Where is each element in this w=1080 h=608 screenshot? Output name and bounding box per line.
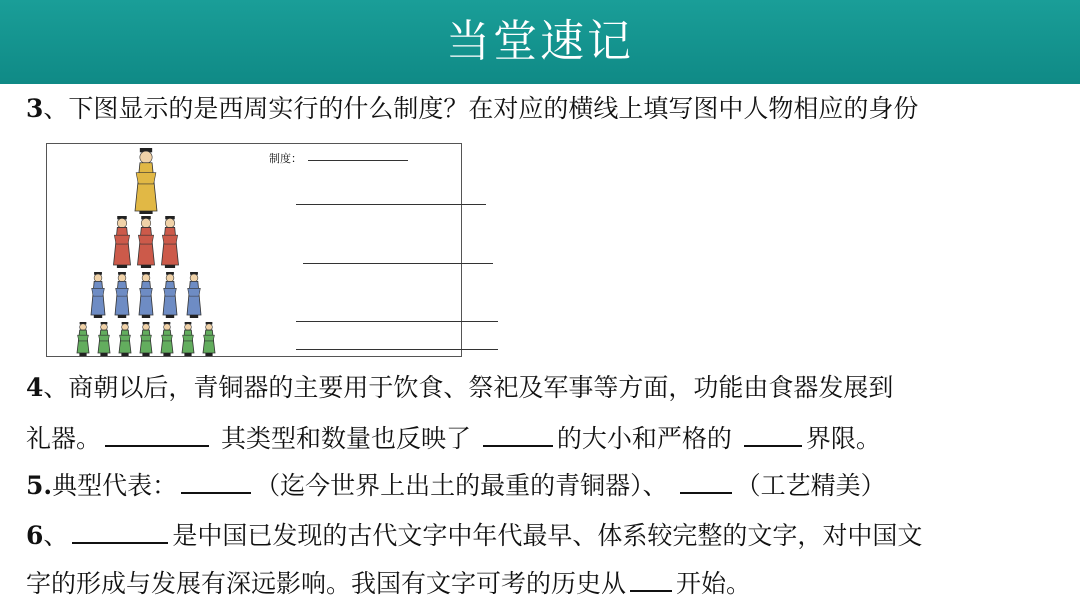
- slide-title: 当堂速记: [446, 16, 634, 67]
- blank-4b[interactable]: [483, 421, 553, 447]
- title-banner: [0, 0, 1080, 84]
- rank-4-answer-line[interactable]: [296, 349, 498, 350]
- question-4-line-2: [26, 421, 881, 456]
- pyramid-illustration: [47, 144, 244, 356]
- scholar-figure: [77, 322, 89, 356]
- noble-figure: [138, 216, 155, 268]
- system-label: 制度：: [269, 152, 302, 165]
- noble-figure: [162, 216, 179, 268]
- question-4-text-1: 、商朝以后，青铜器的主要用于饮食、祭祀及军事等方面，功能由食器发展到: [43, 373, 894, 402]
- rank-2-answer-line[interactable]: [303, 263, 493, 264]
- question-3: [26, 92, 918, 126]
- question-4-text-2c: 的大小和严格的: [556, 424, 740, 453]
- question-6-text-1a: 、: [43, 521, 69, 550]
- question-5-text-a: 典型代表：: [52, 471, 178, 500]
- question-5-text-c: （工艺精美）: [735, 471, 886, 500]
- blank-6a[interactable]: [72, 518, 168, 544]
- rank-1-answer-line[interactable]: [296, 204, 486, 205]
- question-6-line-1: [26, 518, 922, 553]
- question-6-text-2b: 开始。: [676, 569, 752, 598]
- question-4-line-1: [26, 371, 893, 405]
- feudal-hierarchy-figure: [46, 143, 463, 357]
- hierarchy-pyramid-image: [46, 143, 245, 357]
- noble-figure: [114, 216, 131, 268]
- question-4-number: 4: [26, 373, 44, 402]
- blank-5b[interactable]: [680, 468, 732, 494]
- question-4-text-2a: 礼器。: [26, 424, 102, 453]
- official-figure: [163, 272, 177, 318]
- blank-5a[interactable]: [181, 468, 251, 494]
- blank-4a[interactable]: [105, 421, 209, 447]
- official-figure: [139, 272, 153, 318]
- scholar-figure: [203, 322, 215, 356]
- scholar-figure: [119, 322, 131, 356]
- question-6-line-2: [26, 566, 751, 601]
- blank-6b[interactable]: [630, 566, 672, 592]
- question-5-text-b: （迄今世界上出土的最重的青铜器）、: [255, 471, 676, 500]
- scholar-figure: [140, 322, 152, 356]
- question-6-text-2a: 字的形成与发展有深远影响。我国有文字可考的历史从: [26, 569, 627, 598]
- question-6-number: 6: [26, 521, 44, 550]
- question-6-text-1b: 是中国已发现的古代文字中年代最早、体系较完整的文字，对中国文: [172, 521, 923, 550]
- official-figure: [115, 272, 129, 318]
- official-figure: [187, 272, 201, 318]
- system-answer-line[interactable]: [308, 160, 408, 161]
- question-4-text-2d: 界限。: [805, 424, 881, 453]
- question-3-number: 3: [26, 94, 44, 123]
- scholar-figure: [98, 322, 110, 356]
- official-figure: [91, 272, 105, 318]
- question-5: [26, 468, 886, 503]
- question-3-text: 、下图显示的是西周实行的什么制度？在对应的横线上填写图中人物相应的身份: [43, 94, 919, 123]
- question-5-number: 5.: [26, 471, 53, 500]
- rank-3-answer-line[interactable]: [296, 321, 498, 322]
- question-4-text-2b: 其类型和数量也反映了: [213, 424, 479, 453]
- answer-panel: [244, 143, 462, 357]
- scholar-figure: [182, 322, 194, 356]
- scholar-figure: [161, 322, 173, 356]
- blank-4c[interactable]: [744, 421, 802, 447]
- king-figure: [135, 148, 157, 214]
